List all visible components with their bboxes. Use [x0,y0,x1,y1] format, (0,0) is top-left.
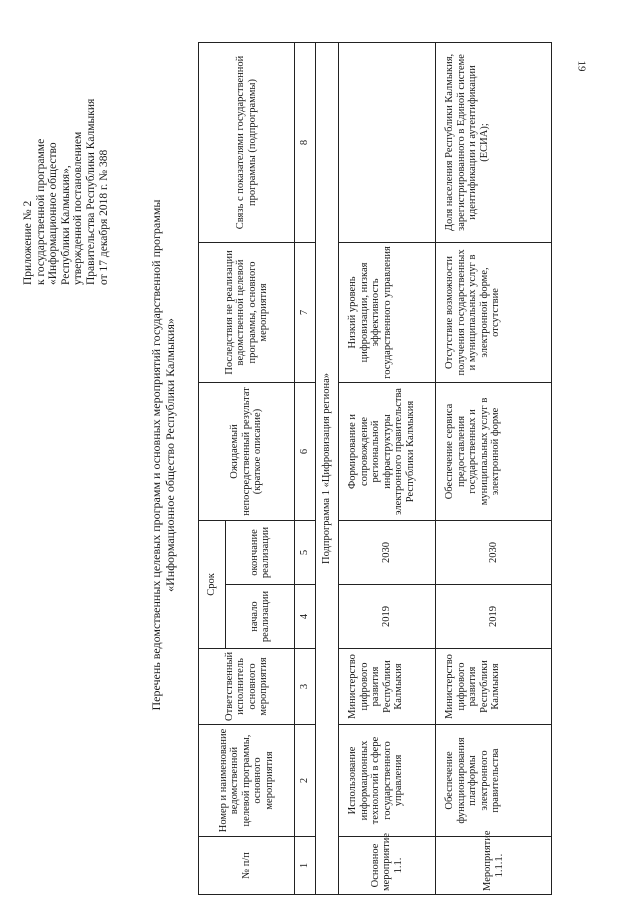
row-name: Использование информационных технологий в сфере государственного управления [339,725,436,837]
header-col-5: окончание реализации [226,520,295,584]
appendix-line: Правительства Республики Калмыкия [84,98,97,285]
row-start: 2019 [339,585,436,649]
header-term: Срок [199,520,226,648]
row-id: Мероприятие 1.1.1. [436,837,552,895]
header-col-1: № п/п [199,837,295,895]
column-number: 4 [295,585,316,649]
header-col-2: Номер и наименование ведомственной целевой программы, основного мероприятия [199,725,295,837]
header-col-3: Ответственный исполнитель основного мероприятия [199,649,295,725]
column-number: 3 [295,649,316,725]
page-number: 19 [575,60,588,72]
row-id: Основное мероприятие 1.1. [339,837,436,895]
measures-table [198,42,552,895]
column-number: 7 [295,242,316,382]
column-number: 2 [295,725,316,837]
document-title-line-2: «Информационное общество Республики Калмыкия» [162,318,177,592]
row-end: 2030 [339,520,436,584]
table-row [339,42,436,894]
appendix-stamp [22,25,110,285]
document-title [150,65,177,845]
appendix-line: Приложение № 2 [22,200,34,285]
header-col-7: Последствия не реализации ведомственной целевой программы, основного мероприятия [199,242,295,382]
column-number: 6 [295,382,316,520]
appendix-line: утвержденной постановлением [72,131,85,285]
table-row [436,42,552,894]
subprogram-title: Подпрограмма 1 «Цифровизация региона» [316,42,339,894]
column-number: 1 [295,837,316,895]
header-row [199,42,226,894]
header-col-4: начало реализации [226,585,295,649]
row-link: Доля населения Республики Калмыкия, зарегистрированного в Единой системе идентификации и аутентификации (ЕСИА); [436,42,552,242]
row-consequence: Низкий уровень цифровизации, низкая эффективность государственного управления [339,242,436,382]
document-title-line-1: Перечень ведомственных целевых программ и основных мероприятий государственной программы [149,199,163,711]
row-end: 2030 [436,520,552,584]
row-result: Формирование и сопровождение региональной инфраструктуры электронного правительства Республики Калмыкия [339,382,436,520]
appendix-line: от 17 декабря 2018 г. № 388 [97,149,110,285]
appendix-line: «Информационное общество [47,142,60,285]
column-number-row [295,42,316,894]
row-name: Обеспечение функционирования платформы электронного правительства [436,725,552,837]
column-number: 8 [295,42,316,242]
header-col-8: Связь с показателями государственной программы (подпрограммы) [199,42,295,242]
row-result: Обеспечение сервиса предоставления государственных и муниципальных услуг в электронной форме [436,382,552,520]
row-consequence: Отсутствие возможности получения государственных и муниципальных услуг в электронной форме, отсутствие [436,242,552,382]
column-number: 5 [295,520,316,584]
appendix-line: к государственной программе [34,138,47,285]
row-start: 2019 [436,585,552,649]
row-link [339,42,436,242]
subprogram-row [316,42,339,894]
row-executor: Министерство цифрового развития Республики Калмыкия [339,649,436,725]
appendix-line: Республики Калмыкия», [59,165,72,285]
row-executor: Министерство цифрового развития Республики Калмыкия [436,649,552,725]
header-col-6: Ожидаемый непосредственный результат (краткое описание) [199,382,295,520]
